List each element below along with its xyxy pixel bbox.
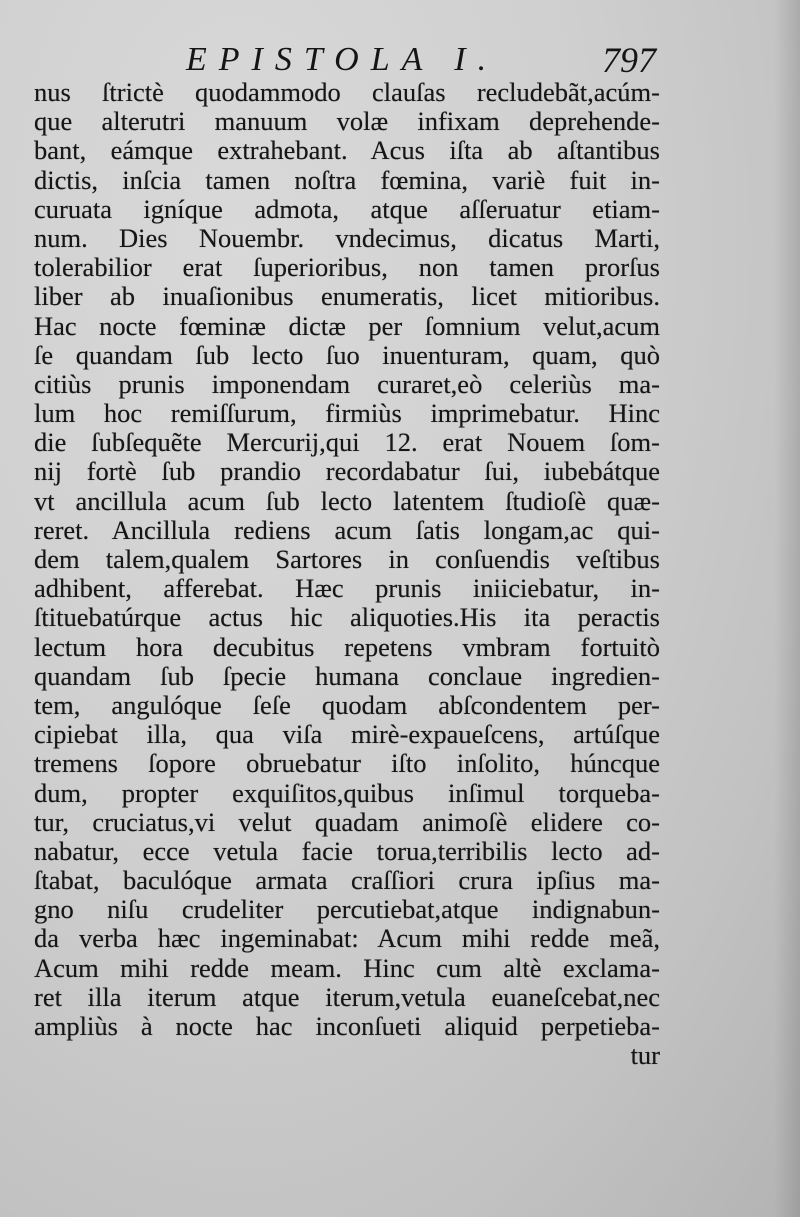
text-line: tur, cruciatus,vi velut quadam animoſè elidere co- xyxy=(34,807,660,837)
text-line: die ſubſequẽte Mercurij,qui 12. erat Nouem ſom- xyxy=(34,428,660,458)
text-line: quandam ſub ſpecie humana conclaue ingredien- xyxy=(34,661,660,691)
text-line: Acum mihi redde meam. Hinc cum altè exclama- xyxy=(34,953,660,983)
page-edge-shadow xyxy=(774,0,800,1217)
text-line: nabatur, ecce vetula facie torua,terribilis lecto ad- xyxy=(34,836,660,866)
text-line: tremens ſopore obruebatur iſto inſolito, húncque xyxy=(34,749,660,779)
catchword: tur xyxy=(630,1041,660,1071)
text-line: lum hoc remiſſurum, firmiùs imprimebatur. Hinc xyxy=(34,399,660,429)
body-text xyxy=(34,78,660,1070)
text-line: ſe quandam ſub lecto ſuo inuenturam, quam, quò xyxy=(34,340,660,370)
text-line: tem, angulóque ſeſe quodam abſcondentem per- xyxy=(34,690,660,720)
text-line: cipiebat illa, qua viſa mirè-expaueſcens, artúſque xyxy=(34,720,660,750)
running-title: EPISTOLA I. xyxy=(186,41,499,78)
text-line: dum, propter exquiſitos,quibus inſimul torqueba- xyxy=(34,778,660,808)
text-line: dem talem,qualem Sartores in conſuendis veſtibus xyxy=(34,545,660,574)
page-number: 797 xyxy=(602,40,656,80)
text-line: que alterutri manuum volæ infixam deprehende- xyxy=(34,107,660,137)
text-line: ſtabat, baculóque armata craſſiori crura ipſius ma- xyxy=(34,866,660,896)
text-line: nus ſtrictè quodammodo clauſas recludebãt,acúm- xyxy=(34,78,660,107)
text-line: adhibent, afferebat. Hæc prunis iniiciebatur, in- xyxy=(34,574,660,604)
text-line: bant, eámque extrahebant. Acus iſta ab aſtantibus xyxy=(34,136,660,166)
text-line: ret illa iterum atque iterum,vetula euaneſcebat,nec xyxy=(34,982,660,1012)
text-line: citiùs prunis imponendam curaret,eò celeriùs ma- xyxy=(34,369,660,399)
text-line: ſtituebatúrque actus hic aliquoties.His ita peractis xyxy=(34,603,660,633)
text-line: curuata igníque admota, atque aſſeruatur etiam- xyxy=(34,194,660,224)
text-line: ampliùs à nocte hac inconſueti aliquid perpetieba- xyxy=(34,1012,660,1041)
running-head xyxy=(186,38,656,82)
text-line: num. Dies Nouembr. vndecimus, dicatus Marti, xyxy=(34,223,660,253)
text-line: vt ancillula acum ſub lecto latentem ſtudioſè quæ- xyxy=(34,486,660,516)
text-line: lectum hora decubitus repetens vmbram fortuitò xyxy=(34,632,660,662)
text-line: nij fortè ſub prandio recordabatur ſui, iubebátque xyxy=(34,457,660,487)
text-line: da verba hæc ingeminabat: Acum mihi redde meã, xyxy=(34,924,660,954)
text-line: reret. Ancillula rediens acum ſatis longam,ac qui- xyxy=(34,515,660,545)
text-line: tolerabilior erat ſuperioribus, non tamen prorſus xyxy=(34,253,660,283)
text-line: gno niſu crudeliter percutiebat,atque indignabun- xyxy=(34,895,660,925)
text-line: dictis, inſcia tamen noſtra fœmina, variè fuit in- xyxy=(34,165,660,195)
text-line: liber ab inuaſionibus enumeratis, licet mitioribus. xyxy=(34,282,660,312)
text-line: Hac nocte fœminæ dictæ per ſomnium velut,acum xyxy=(34,311,660,341)
